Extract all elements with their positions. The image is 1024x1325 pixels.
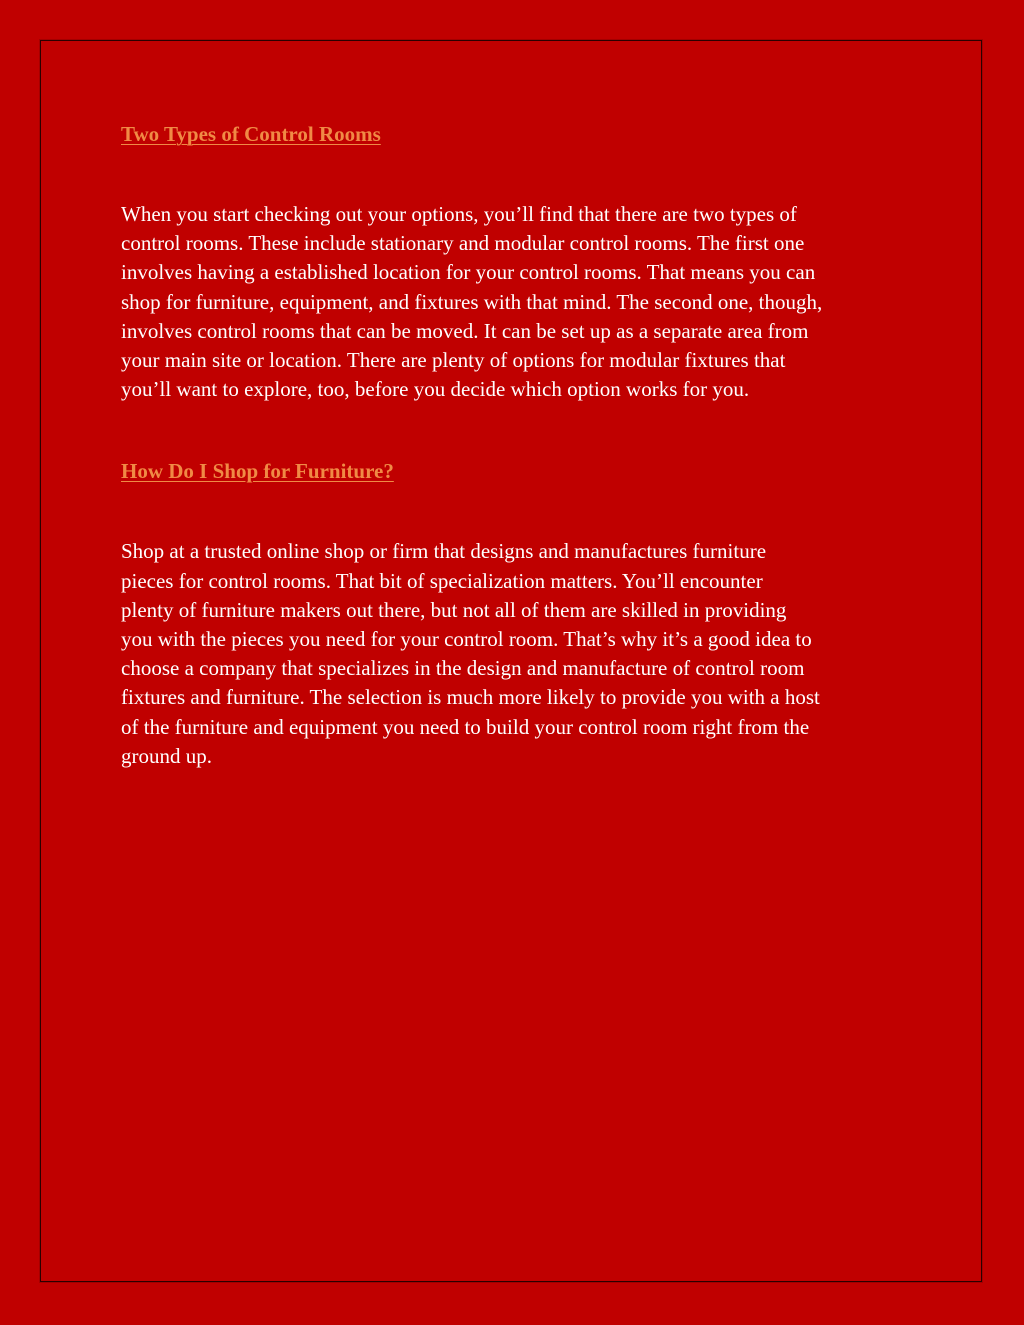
- section-paragraph-control-rooms: [121, 200, 921, 404]
- section-heading-wrapper: [121, 116, 921, 152]
- paragraph-line: you’ll want to explore, too, before you decide which option works for you.: [121, 377, 750, 402]
- paragraph-line: choose a company that specializes in the design and manufacture of control room: [121, 656, 805, 681]
- paragraph-line: Shop at a trusted online shop or firm that designs and manufactures furniture: [121, 539, 767, 564]
- document-body: [121, 116, 921, 771]
- paragraph-line: plenty of furniture makers out there, but not all of them are skilled in providing: [121, 597, 787, 622]
- section-heading-wrapper: [121, 453, 921, 489]
- paragraph-line: your main site or location. There are plenty of options for modular fixtures that: [121, 348, 786, 373]
- paragraph-line: control rooms. These include stationary and modular control rooms. The first one: [121, 231, 805, 256]
- paragraph-line: shop for furniture, equipment, and fixtures with that mind. The second one, though,: [121, 289, 823, 314]
- paragraph-line: pieces for control rooms. That bit of specialization matters. You’ll encounter: [121, 568, 763, 593]
- paragraph-line: ground up.: [121, 743, 212, 768]
- paragraph-line: you with the pieces you need for your control room. That’s why it’s a good idea to: [121, 627, 812, 652]
- section-paragraph-shop-furniture: [121, 537, 921, 771]
- paragraph-line: of the furniture and equipment you need to build your control room right from the: [121, 714, 810, 739]
- paragraph-line: When you start checking out your options, you’ll find that there are two types of: [121, 202, 797, 226]
- section-heading-control-rooms: Two Types of Control Rooms: [121, 122, 381, 146]
- section-heading-shop-furniture: How Do I Shop for Furniture?: [121, 459, 394, 484]
- paragraph-line: fixtures and furniture. The selection is much more likely to provide you with a host: [121, 685, 820, 710]
- paragraph-line: involves control rooms that can be moved. It can be set up as a separate area from: [121, 318, 809, 343]
- paragraph-line: involves having a established location for your control rooms. That means you can: [121, 260, 816, 285]
